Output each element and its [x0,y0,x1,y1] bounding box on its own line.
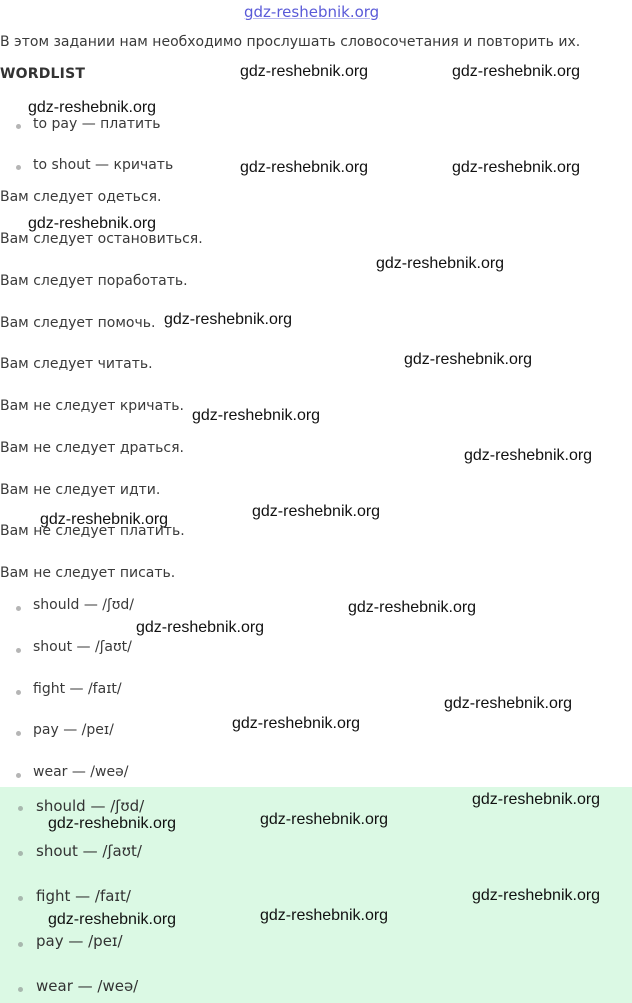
watermark: gdz-reshebnik.org [48,911,177,928]
bullet-icon [16,124,21,129]
wordlist-item: to pay — платить [33,116,161,132]
watermark: gdz-reshebnik.org [260,811,389,828]
bullet-icon [16,648,21,653]
watermark: gdz-reshebnik.org [452,63,581,80]
watermark: gdz-reshebnik.org [444,695,573,712]
wordlist-heading: WORDLIST [0,66,86,82]
bullet-icon [16,773,21,778]
sentence: Вам не следует кричать. [0,398,185,414]
bullet-icon [18,942,23,947]
site-link[interactable]: gdz-reshebnik.org [244,3,380,21]
sentence: Вам следует остановиться. [0,231,203,247]
bullet-icon [16,690,21,695]
watermark: gdz-reshebnik.org [472,791,601,808]
watermark: gdz-reshebnik.org [252,503,381,520]
sentence: Вам не следует писать. [0,565,176,581]
pronunciation-item: pay — /peɪ/ [33,722,114,738]
sentence: Вам не следует драться. [0,440,184,456]
watermark: gdz-reshebnik.org [28,215,157,232]
watermark: gdz-reshebnik.org [260,907,389,924]
sentence: Вам следует одеться. [0,189,162,205]
watermark: gdz-reshebnik.org [240,63,369,80]
watermark: gdz-reshebnik.org [136,619,265,636]
bullet-icon [18,987,23,992]
bullet-icon [16,606,21,611]
highlighted-item: shout — /ʃaʊt/ [36,842,142,860]
watermark: gdz-reshebnik.org [452,159,581,176]
highlighted-item: wear — /weə/ [36,977,139,995]
watermark: gdz-reshebnik.org [28,99,157,116]
bullet-icon [16,731,21,736]
sentence: Вам следует поработать. [0,273,188,289]
watermark: gdz-reshebnik.org [404,351,533,368]
watermark: gdz-reshebnik.org [232,715,361,732]
intro-text: В этом задании нам необходимо прослушать словосочетания и повторить их. [0,34,581,50]
watermark: gdz-reshebnik.org [48,815,177,832]
sentence: Вам не следует платить. [0,523,185,539]
sentence: Вам следует помочь. [0,315,156,331]
highlighted-item: fight — /faɪt/ [36,887,131,905]
pronunciation-item: fight — /faɪt/ [33,681,122,697]
watermark: gdz-reshebnik.org [376,255,505,272]
highlighted-item: pay — /peɪ/ [36,932,123,950]
wordlist-item: to shout — кричать [33,157,174,173]
sentence: Вам следует читать. [0,356,153,372]
watermark: gdz-reshebnik.org [472,887,601,904]
bullet-icon [18,806,23,811]
bullet-icon [18,851,23,856]
watermark: gdz-reshebnik.org [464,447,593,464]
watermark: gdz-reshebnik.org [348,599,477,616]
watermark: gdz-reshebnik.org [40,511,169,528]
watermark: gdz-reshebnik.org [240,159,369,176]
pronunciation-item: wear — /weə/ [33,764,129,780]
pronunciation-item: shout — /ʃaʊt/ [33,639,132,655]
pronunciation-item: should — /ʃʊd/ [33,597,134,613]
highlighted-item: should — /ʃʊd/ [36,797,145,815]
bullet-icon [16,165,21,170]
watermark: gdz-reshebnik.org [192,407,321,424]
bullet-icon [18,896,23,901]
sentence: Вам не следует идти. [0,482,161,498]
watermark: gdz-reshebnik.org [164,311,293,328]
